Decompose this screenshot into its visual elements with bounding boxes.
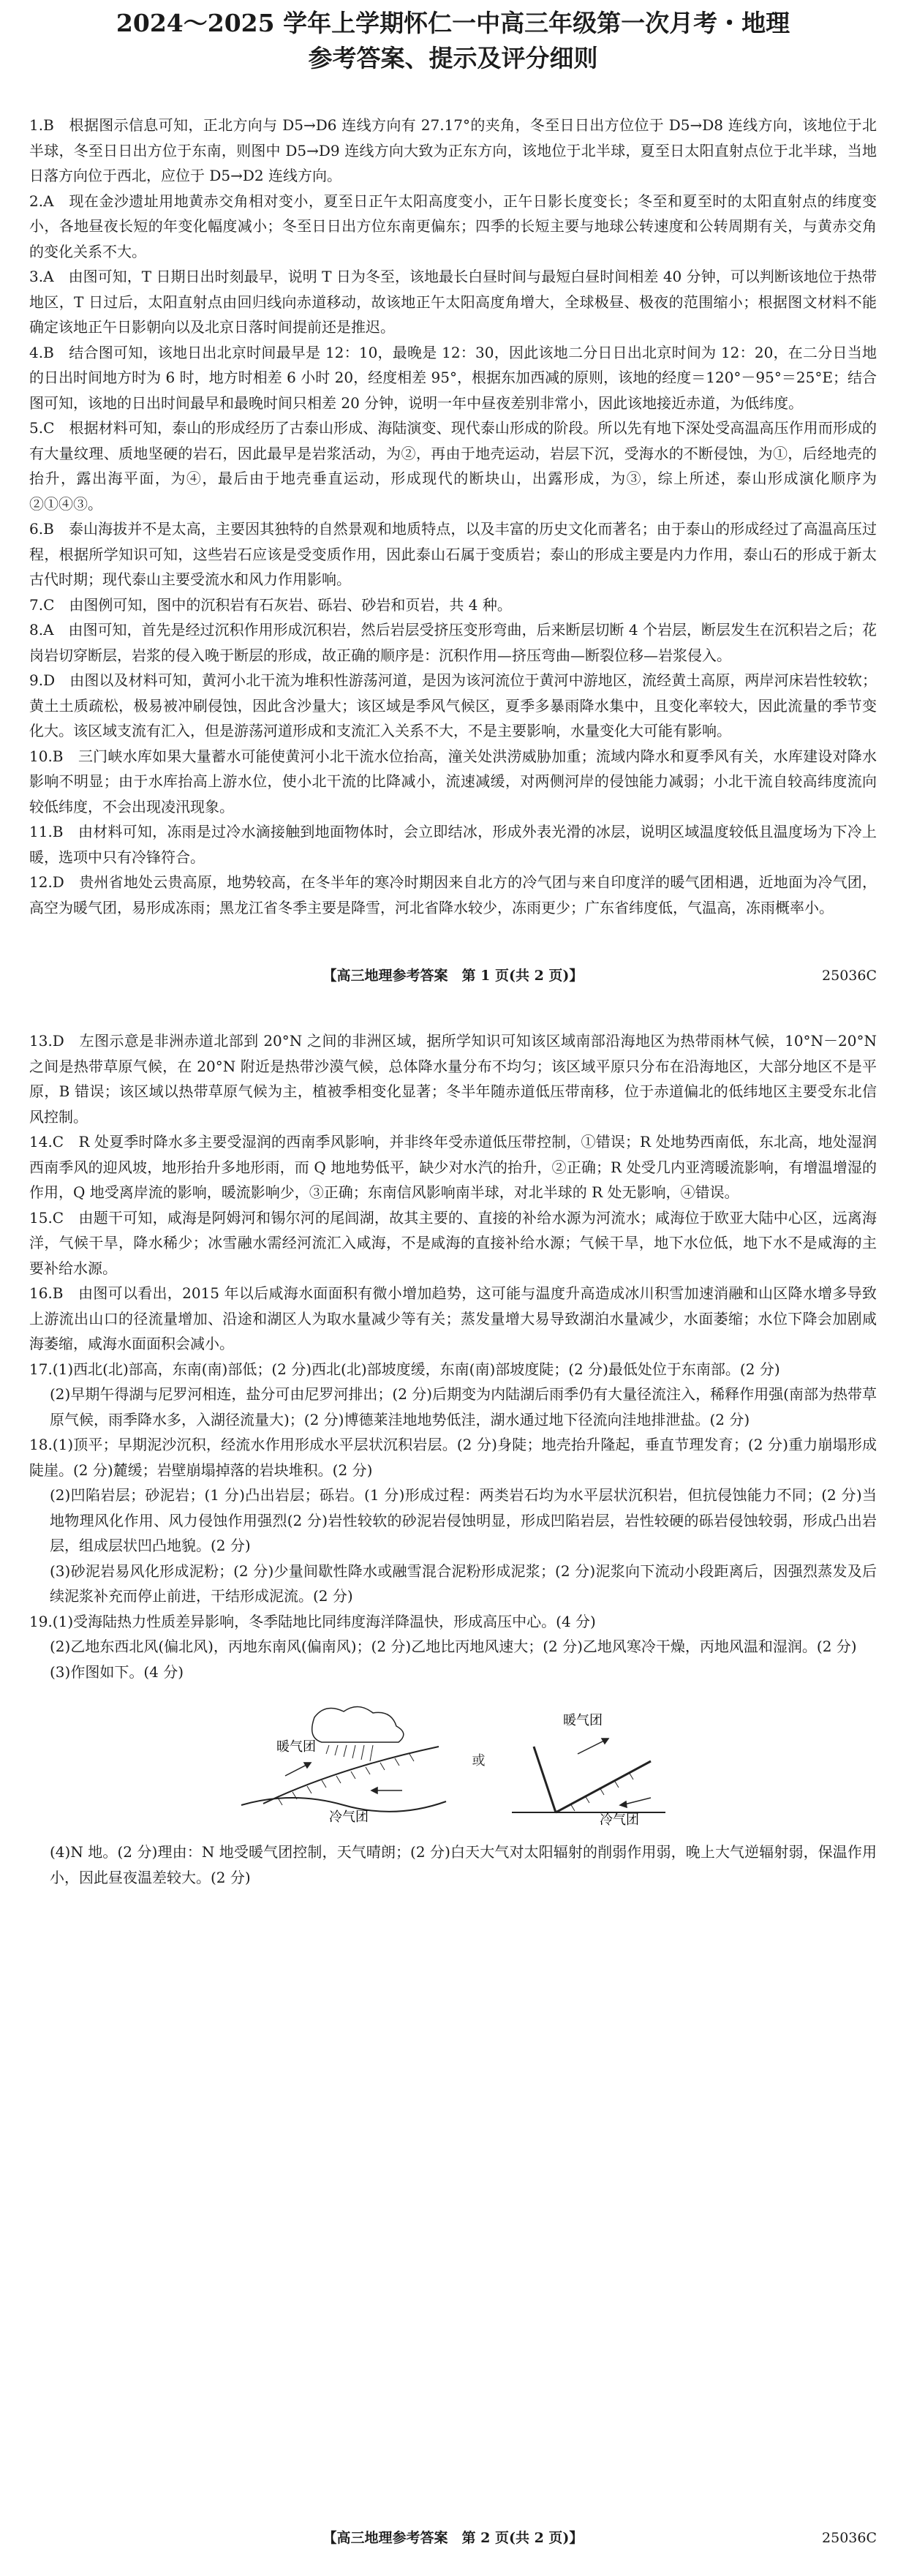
page1-answer-item: 1.B 根据图示信息可知，正北方向与 D5→D6 连线方向有 27.17°的夹角，冬至日日出方位位于 D5→D8 连线方向，该地位于北半球，冬至日日出方位于东南，则图中 D5→D9 连线方向大致为正东方向，该地位于北半球，夏至日太阳直射点位于北半球，当地日落方向位于西北，应位于 D5→D2 连线方向。 (29, 116, 877, 184)
page1-answer-list (29, 113, 877, 920)
cold-front-diagram (505, 1695, 673, 1827)
page2-answer-item: 16.B 由图可以看出，2015 年以后咸海水面面积有微小增加趋势，这可能与温度升高造成冰川积雪加速消融和山区降水增多导致上游流出山口的径流量增加、沿途和湖区人为取水量减少等有关；蒸发量增大易导致湖泊水量减少，水面萎缩；水位下降会加剧咸海萎缩，咸海水面面积会减小。 (29, 1284, 877, 1352)
q17-part2: (2)早期午得湖与尼罗河相连，盐分可由尼罗河排出；(2 分)后期变为内陆湖后雨季仍有大量径流注入，稀释作用强(南部为热带草原气候，雨季降水多，入湖径流量大)；(2 分)博德莱洼地地势低洼，湖水通过地下径流向洼地排泄盐。(2 分) (50, 1385, 877, 1428)
question-17 (29, 1357, 877, 1433)
airflow-arrows (285, 1763, 402, 1793)
page1-answer-item: 2.A 现在金沙遗址用地黄赤交角相对变小，夏至日正午太阳高度变小，正午日影长度变长；冬至和夏至时的太阳直射点的纬度变小，各地昼夜长短的年变化幅度减小；冬至日日出方位东南更偏东；四季的长短主要与地球公转速度和公转周期有关，与黄赤交角的变化关系不大。 (29, 192, 877, 260)
answers-body (29, 113, 877, 1890)
page2-footer-label: 【高三地理参考答案 第 2 页(共 2 页)】 (322, 2530, 584, 2546)
page2-answer-list (29, 1028, 877, 1357)
page-title: 2024～2025 学年上学期怀仁一中高三年级第一次月考・地理 (116, 9, 790, 37)
cloud-shape (312, 1706, 403, 1742)
page1-answer-item: 12.D 贵州省地处云贵高原，地势较高，在冬半年的寒冷时期因来自北方的冷气团与来自印度洋的暖气团相遇，近地面为冷气团，高空为暖气团，易形成冻雨；黑龙江省冬季主要是降雪，河北省降水较少，冻雨更少；广东省纬度低，气温高，冻雨概率小。 (29, 873, 877, 916)
q19-part3: (3)作图如下。(4 分) (50, 1662, 184, 1681)
page1-answer-item: 5.C 根据材料可知，泰山的形成经历了古泰山形成、海陆演变、现代泰山形成的阶段。所以先有地下深处受高温高压作用而形成的有大量纹理、质地坚硬的岩石，因此最早是岩浆活动，为②，再由于地壳运动，岩层下沉，受海水的不断侵蚀，为①，后经地壳的抬升，露出海平面，为④，最后由于地壳垂直运动，形成现代的断块山，出露形成，为③，综上所述，泰山形成演化顺序为②①④③。 (29, 419, 877, 513)
right-cold-label: 冷气团 (599, 1812, 639, 1827)
left-warm-label: 暖气团 (276, 1739, 316, 1755)
left-cold-label: 冷气团 (328, 1809, 369, 1825)
airflow-arrows-2 (578, 1739, 651, 1807)
question-18 (29, 1432, 877, 1609)
page1-answer-item: 9.D 由图以及材料可知，黄河小北干流为堆积性游荡河道，是因为该河流位于黄河中游地区，流经黄土高原，两岸河床岩性较软；黄土土质疏松，极易被冲刷侵蚀，因此含沙量大；该区域是季风气候区，夏季多暴雨降水集中，且变化率较大，因此流量的季节变化大。该区域支流有汇入，但是游荡河道形成和支流汇入关系不大，不是主要影响，水量变化大可能有影响。 (29, 671, 877, 739)
page1-footer (29, 961, 877, 990)
q19-part1: 19.(1)受海陆热力性质差异影响，冬季陆地比同纬度海洋降温快，形成高压中心。(4 分) (29, 1612, 596, 1630)
page2-answer-item: 13.D 左图示意是非洲赤道北部到 20°N 之间的非洲区域，据所学知识可知该区域南部沿海地区为热带雨林气候，10°N－20°N 之间是热带草原气候，在 20°N 附近是热带沙漠气候，总体降水量分布不均匀；该区域平原只分布在沿海地区，大部分地区不是平原，B 错误；该区域以热带草原气候为主，植被季相变化显著；冬半年随赤道低压带南移，位于赤道偏北的低纬地区主要受东北信风控制。 (29, 1032, 877, 1126)
page2-footer-code: 25036C (822, 2530, 877, 2546)
q18-part3: (3)砂泥岩易风化形成泥粉；(2 分)少量间歇性降水或融雪混合泥粉形成泥浆；(2 分)泥浆向下流动小段距离后，因强烈蒸发及后续泥浆补充而停止前进，干结形成泥流。(2 分) (50, 1562, 877, 1605)
rain-lines (326, 1745, 373, 1761)
page2-answer-item: 14.C R 处夏季时降水多主要受湿润的西南季风影响，并非终年受赤道低压带控制，①错误；R 处地势西南低，东北高，地处湿润西南季风的迎风坡，地形抬升多地形雨，而 Q 地地势低平，缺少对水汽的抬升，②正确；R 处受几内亚湾暖流影响，有增温增湿的作用，Q 地受离岸流的影响，暖流影响少，③正确；东南信风影响南半球，对北半球的 R 处无影响，④错误。 (29, 1133, 877, 1201)
front-surface (263, 1747, 439, 1804)
q18-part2: (2)凹陷岩层；砂泥岩；(1 分)凸出岩层；砾岩。(1 分)形成过程：两类岩石均为水平层状沉积岩，但抗侵蚀能力不同；(2 分)当地物理风化作用、风力侵蚀作用强烈(2 分)岩性较软的砂泥岩侵蚀明显，形成凹陷岩层，岩性较硬的砾岩侵蚀较弱，形成凸出岩层，组成层状凹凸地貌。(2 分) (50, 1486, 877, 1554)
question-19 (29, 1609, 877, 1891)
page1-answer-item: 6.B 泰山海拔并不是太高，主要因其独特的自然景观和地质特点，以及丰富的历史文化而著名；由于泰山的形成经过了高温高压过程，根据所学知识可知，这些岩石应该是受变质作用，因此泰山石属于变质岩；泰山的形成主要是内力作用，泰山石的形成于新太古代时期；现代泰山主要受流水和风力作用影响。 (29, 520, 877, 588)
q17-part1: 17.(1)西北(北)部高，东南(南)部低；(2 分)西北(北)部坡度缓，东南(南)部坡度陡；(2 分)最低处位于东南部。(2 分) (29, 1360, 780, 1378)
right-warm-label: 暖气团 (562, 1713, 603, 1728)
page1-answer-item: 10.B 三门峡水库如果大量蓄水可能使黄河小北干流水位抬高，潼关处洪涝威胁加重；流域内降水和夏季风有关，水库建设对降水影响不明显；由于水库抬高上游水位，使小北干流的比降减小，流速减缓，对两侧河岸的侵蚀能力减弱；小北干流自较高纬度流向较低纬度，不会出现凌汛现象。 (29, 747, 877, 816)
q19-part2: (2)乙地东西北风(偏北风)，丙地东南风(偏南风)；(2 分)乙地比丙地风速大；(2 分)乙地风寒冷干燥，丙地风温和湿润。(2 分) (50, 1638, 857, 1655)
front-diagram (29, 1692, 877, 1831)
front-line-a (534, 1747, 556, 1812)
warm-front-diagram (234, 1695, 453, 1827)
page1-answer-item: 7.C 由图例可知，图中的沉积岩有石灰岩、砾岩、砂岩和页岩，共 4 种。 (29, 595, 512, 614)
q18-part1: 18.(1)顶平；早期泥沙沉积，经流水作用形成水平层状沉积岩层。(2 分)身陡；地壳抬升隆起，垂直节理发育；(2 分)重力崩塌形成陡崖。(2 分)麓缓；岩壁崩塌掉落的岩块堆积。(2 分) (29, 1436, 877, 1479)
or-label: 或 (472, 1752, 486, 1769)
page-subtitle: 参考答案、提示及评分细则 (308, 44, 598, 72)
page1-answer-item: 8.A 由图可知，首先是经过沉积作用形成沉积岩，然后岩层受挤压变形弯曲，后来断层切断 4 个岩层，断层发生在沉积岩之后；花岗岩切穿断层，岩浆的侵入晚于断层的形成，故正确的顺序是：沉积作用—挤压弯曲—断裂位移—岩浆侵入。 (29, 621, 877, 664)
page2-answer-item: 15.C 由题干可知，咸海是阿姆河和锡尔河的尾闾湖，故其主要的、直接的补给水源为河流水；咸海位于欧亚大陆中心区，远离海洋，气候干旱，降水稀少；冰雪融水需经河流汇入咸海，不是咸海的直接补给水源；气候干旱，地下水位低，地下水不是咸海的主要补给水源。 (29, 1208, 877, 1277)
page1-footer-code: 25036C (822, 968, 877, 984)
page1-answer-item: 3.A 由图可知，T 日期日出时刻最早，说明 T 日为冬至，该地最长白昼时间与最短白昼时间相差 40 分钟，可以判断该地位于热带地区，T 日过后，太阳直射点由回归线向赤道移动，故该地正午太阳高度角增大，全球极昼、极夜的范围缩小；根据图文材料不能确定该地正午日影朝向以及北京日落时间提前还是推迟。 (29, 268, 877, 336)
front-line-b (556, 1761, 651, 1812)
q19-part4: (4)N 地。(2 分)理由：N 地受暖气团控制，天气晴朗；(2 分)白天大气对太阳辐射的削弱作用弱，晚上大气逆辐射弱，保温作用小，因此昼夜温差较大。(2 分) (50, 1843, 877, 1886)
page1-answer-item: 11.B 由材料可知，冻雨是过冷水滴接触到地面物体时，会立即结冰，形成外表光滑的冰层，说明区域温度较低且温度场为下冷上暖，选项中只有冷锋符合。 (29, 823, 877, 866)
page1-footer-label: 【高三地理参考答案 第 1 页(共 2 页)】 (322, 968, 584, 984)
page1-answer-item: 4.B 结合图可知，该地日出北京时间最早是 12：10，最晚是 12：30，因此该地二分日日出北京时间为 12：20，在二分日当地的日出时间地方时为 6 时，地方时相差 6 小时 20，经度相差 95°，根据东加西减的原则，该地的经度＝120°－95°＝25°E；结合图可知，该地的日出时间最早和最晚时间只相差 20 分钟，说明一年中昼夜差别非常小，因此该地接近赤道，为低纬度。 (29, 343, 877, 412)
page2-footer (29, 2523, 877, 2553)
